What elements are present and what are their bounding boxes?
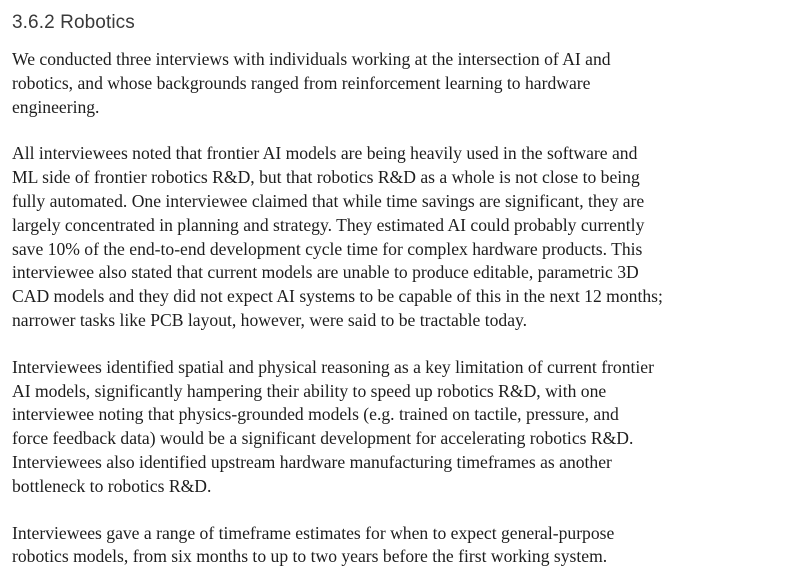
- paragraph-line: interviewee also stated that current models are unable to produce editable, parametric 3D: [12, 262, 639, 283]
- paragraph-line: engineering.: [12, 96, 100, 117]
- paragraph-line: CAD models and they did not expect AI systems to be capable of this in the next 12 months;: [12, 286, 663, 307]
- section-heading: 3.6.2 Robotics: [12, 12, 135, 33]
- paragraph-line: All interviewees noted that frontier AI models are being heavily used in the software and: [12, 143, 638, 164]
- paragraph-ai-usage: [12, 142, 792, 332]
- paragraph-line: narrower tasks like PCB layout, however, were said to be tractable today.: [12, 309, 528, 330]
- paragraph-line: robotics, and whose backgrounds ranged from reinforcement learning to hardware: [12, 72, 591, 93]
- paragraph-line: force feedback data) would be a significant development for accelerating robotics R&D.: [12, 428, 634, 449]
- paragraph-line: Interviewees identified spatial and physical reasoning as a key limitation of current frontier: [12, 356, 654, 377]
- paragraph-line: interviewee noting that physics-grounded models (e.g. trained on tactile, pressure, and: [12, 404, 619, 425]
- paragraph-limitations: [12, 356, 792, 499]
- paragraph-timeframes: [12, 522, 792, 570]
- document-page: [12, 0, 792, 569]
- paragraph-line: bottleneck to robotics R&D.: [12, 475, 212, 496]
- paragraph-line: robotics models, from six months to up to two years before the first working system.: [12, 546, 608, 567]
- paragraph-line: largely concentrated in planning and strategy. They estimated AI could probably currently: [12, 214, 645, 235]
- paragraph-line: save 10% of the end-to-end development cycle time for complex hardware products. This: [12, 238, 643, 259]
- paragraph-interviews-intro: [12, 48, 792, 119]
- paragraph-line: Interviewees also identified upstream hardware manufacturing timeframes as another: [12, 451, 612, 472]
- paragraph-line: Interviewees gave a range of timeframe estimates for when to expect general-purpose: [12, 522, 615, 543]
- paragraph-line: ML side of frontier robotics R&D, but that robotics R&D as a whole is not close to being: [12, 167, 640, 188]
- paragraph-line: We conducted three interviews with individuals working at the intersection of AI and: [12, 49, 611, 69]
- paragraph-line: AI models, significantly hampering their ability to speed up robotics R&D, with one: [12, 380, 607, 401]
- paragraph-line: fully automated. One interviewee claimed that while time savings are significant, they are: [12, 190, 645, 211]
